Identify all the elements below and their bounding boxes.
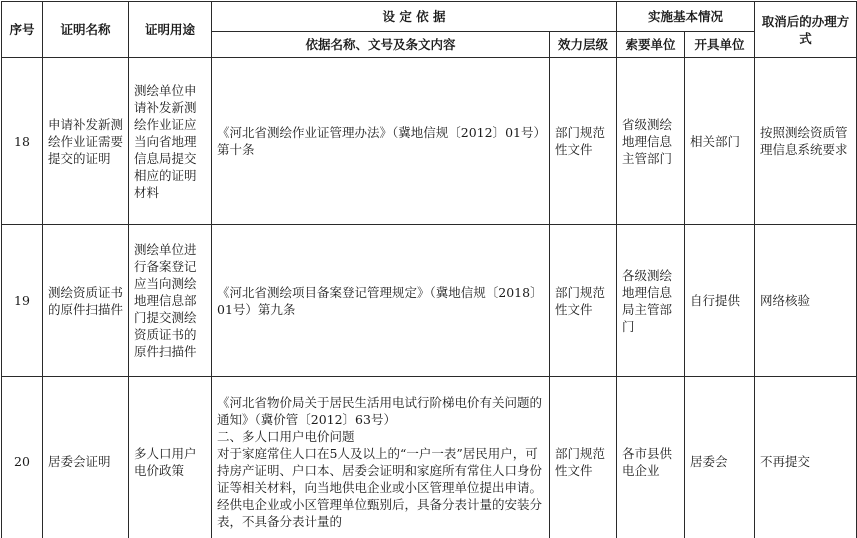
table-row <box>2 225 857 377</box>
header-cert-use: 证明用途 <box>129 2 212 58</box>
row-basis: 《河北省测绘作业证管理办法》（冀地信规〔2012〕01号）第十条 <box>212 58 550 225</box>
header-implementation-group: 实施基本情况 <box>617 2 755 32</box>
header-basis-group: 设 定 依 据 <box>212 2 617 32</box>
header-issuing-unit: 开具单位 <box>685 32 755 58</box>
row-cert-name: 测绘资质证书的原件扫描件 <box>43 225 129 377</box>
row-requesting-unit: 各市县供电企业 <box>617 377 685 538</box>
row-issuing-unit: 居委会 <box>685 377 755 538</box>
row-basis: 《河北省物价局关于居民生活用电试行阶梯电价有关问题的通知》（冀价管〔2012〕63号） 二、多人口用户电价问题 对于家庭常住人口在5人及以上的“一户一表”居民用户，可持房产证明、户口本、居委会证明和家庭所有常住人口身份证等相关材料，向当地供电企业或小区管理单位提出申请。经供电企业或小区管理单位甄别后，具备分表计量的安装分表，不具备分表计量的 <box>217 394 543 529</box>
row-basis: 《河北省测绘项目备案登记管理规定》（冀地信规〔2018〕01号）第九条 <box>212 225 550 377</box>
table-row <box>2 377 857 538</box>
header-level: 效力层级 <box>550 32 617 58</box>
row-cert-use: 测绘单位进行备案登记应当向测绘地理信息部门提交测绘资质证书的原件扫描件 <box>129 225 212 377</box>
row-after-cancel: 不再提交 <box>755 377 857 538</box>
row-seq: 20 <box>2 377 43 538</box>
row-level: 部门规范性文件 <box>550 58 617 225</box>
header-requesting-unit: 索要单位 <box>617 32 685 58</box>
row-cert-name: 申请补发新测绘作业证需要提交的证明 <box>43 58 129 225</box>
row-level: 部门规范性文件 <box>550 377 617 538</box>
header-row-1 <box>2 2 857 32</box>
table-row <box>2 58 857 225</box>
header-cert-name: 证明名称 <box>43 2 129 58</box>
row-issuing-unit: 自行提供 <box>685 225 755 377</box>
row-issuing-unit: 相关部门 <box>685 58 755 225</box>
row-requesting-unit: 各级测绘地理信息局主管部门 <box>617 225 685 377</box>
row-cert-use: 测绘单位申请补发新测绘作业证应当向省地理信息局提交相应的证明材料 <box>129 58 212 225</box>
header-seq: 序号 <box>2 2 43 58</box>
header-after-cancel: 取消后的办理方式 <box>755 2 857 58</box>
certificate-table <box>1 1 857 538</box>
row-after-cancel: 按照测绘资质管理信息系统要求 <box>755 58 857 225</box>
header-basis-content: 依据名称、文号及条文内容 <box>212 32 550 58</box>
row-requesting-unit: 省级测绘地理信息主管部门 <box>617 58 685 225</box>
row-cert-use: 多人口用户电价政策 <box>129 377 212 538</box>
row-cert-name: 居委会证明 <box>43 377 129 538</box>
row-basis-cell <box>212 377 550 538</box>
row-level: 部门规范性文件 <box>550 225 617 377</box>
row-seq: 19 <box>2 225 43 377</box>
row-seq: 18 <box>2 58 43 225</box>
row-after-cancel: 网络核验 <box>755 225 857 377</box>
